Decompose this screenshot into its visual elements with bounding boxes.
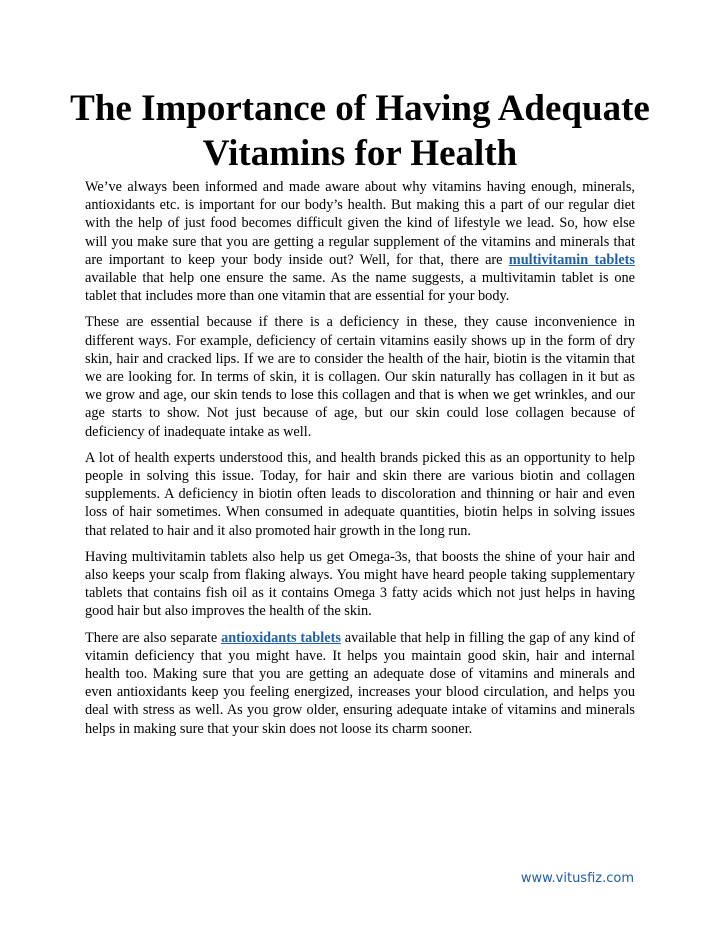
website-footer-link[interactable]: www.vitusfiz.com bbox=[520, 871, 634, 886]
paragraph-antioxidants-text-after: available that help in filling the gap of any kind of vitamin deficiency that you might have. It helps you maintain good skin, hair and internal health too. Making sure that you are getting an adequate dose of vitamins and minerals and even antioxidants keep you feeling energized, increases your blood circulation, and helps you deal with stress as well. As you grow older, ensuring adequate intake of vitamins and minerals helps in making sure that your skin does not loose its charm sooner. bbox=[85, 629, 635, 737]
page-title: The Importance of Having Adequate Vitamins for Health bbox=[70, 88, 650, 174]
paragraph-omega-3: Having multivitamin tablets also help us get Omega-3s, that boosts the shine of your hair and also keeps your scalp from flaking always. You might have heard people taking supplementary tablets that contains fish oil as it contains Omega 3 fatty acids which not just helps in having good hair but also improves the health of the skin. bbox=[85, 548, 635, 620]
paragraph-intro-text-before: We’ve always been informed and made aware about why vitamins having enough, minerals, antioxidants etc. is important for our body’s health. But making this a part of our regular diet with the help of just food becomes difficult given the kind of lifestyle we lead. So, how else will you make sure that you are getting a regular supplement of the vitamins and minerals that are important to keep your body inside out? Well, for that, there are bbox=[85, 179, 635, 268]
multivitamin-tablets-link[interactable]: multivitamin tablets bbox=[508, 251, 635, 268]
paragraph-health-experts: A lot of health experts understood this, and health brands picked this as an opportunity to help people in solving this issue. Today, for hair and skin there are various biotin and collagen supplements. A deficiency in biotin often leads to discoloration and thinning or hair and even loss of hair sometimes. When consumed in adequate quantities, biotin helps in solving issues that related to hair and it also promoted hair growth in the long run. bbox=[85, 449, 635, 539]
paragraph-intro-text-after: available that help one ensure the same. As the name suggests, a multivitamin tablet is one tablet that includes more than one vitamin that are essential for your body. bbox=[85, 270, 635, 305]
paragraph-intro bbox=[85, 178, 635, 305]
paragraph-antioxidants-text-before: There are also separate bbox=[85, 629, 222, 646]
paragraph-antioxidants bbox=[85, 629, 635, 738]
antioxidants-tablets-link[interactable]: antioxidants tablets bbox=[221, 629, 341, 646]
paragraph-deficiency: These are essential because if there is a deficiency in these, they cause inconvenience in different ways. For example, deficiency of certain vitamins easily shows up in the form of dry skin, hair and cracked lips. If we are to consider the health of the hair, biotin is the vitamin that we are looking for. In terms of skin, it is collagen. Our skin naturally has collagen in it but as we grow and age, our skin tends to lose this collagen and that is when we get wrinkles, and our age starts to show. Not just because of age, but our skin could lose collagen because of deficiency of inadequate intake as well. bbox=[85, 314, 635, 440]
article-body bbox=[85, 178, 635, 746]
